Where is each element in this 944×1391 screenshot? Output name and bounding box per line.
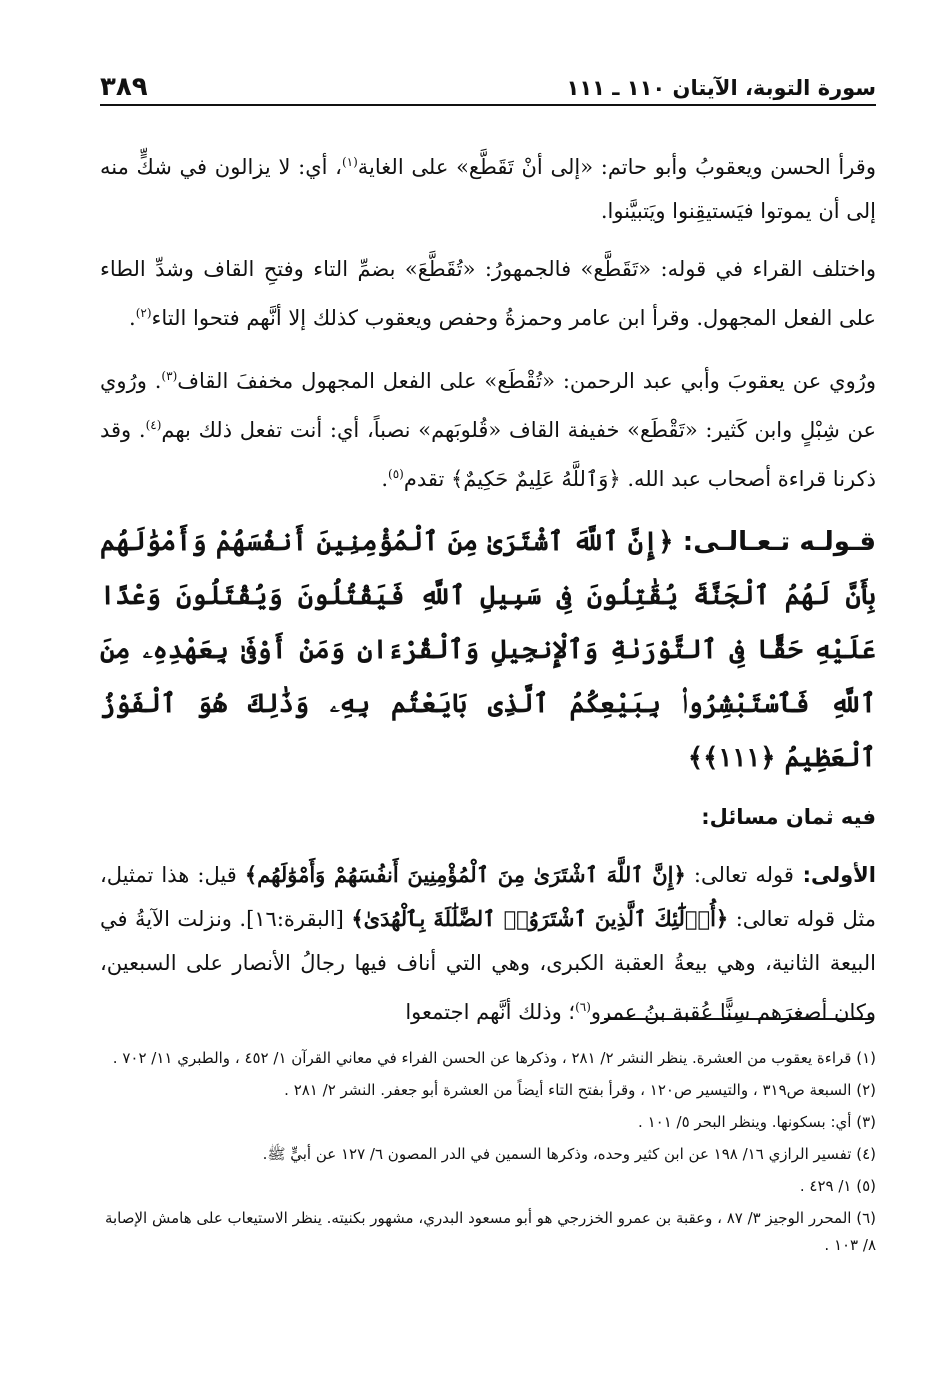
- footnote-ref-4: (٤): [145, 418, 162, 432]
- paragraph-3-text-a: ورُوي عن يعقوبَ وأبي عبد الرحمن: «تُقْطَع» على الفعل المجهول مخففَ القاف: [177, 369, 876, 393]
- page-number: ٣٨٩: [100, 72, 148, 102]
- paragraph-3-text-d: .: [381, 467, 388, 491]
- page-header: [100, 64, 876, 106]
- footnote-separator: [604, 1018, 874, 1020]
- footnotes: [100, 1045, 876, 1264]
- issue-first-text-d: ؛ وذلك أنَّهم اجتمعوا: [405, 1000, 576, 1024]
- footnote-ref-2: (٢): [135, 306, 152, 320]
- paragraph-2-text-a: واختلف القراء في قوله: «تَقَطَّع» فالجمهورُ: «تُقَطَّعَ» بضمِّ التاء وفتحِ القاف وشدِّ الطاء على الفعل المجهول. وقرأ ابن عامر وحمزةُ وحفص ويعقوب كذلك إلا أنَّهم فتحوا التاء: [100, 257, 876, 330]
- main-text: [100, 140, 876, 1048]
- paragraph-3-text-c: . وقد ذكرنا قراءة أصحاب عبد الله. ﴿وَٱللَّهُ عَلِيمٌ حَكِيمٌ﴾ تقدم: [100, 418, 876, 491]
- footnote-ref-1: (١): [341, 155, 358, 169]
- issue-first-text-a: قوله تعالى:: [685, 863, 794, 887]
- paragraph-3-text-b: . ورُوي عن شِبْلٍ وابن كَثير: «تَقْطَع» خفيفة القاف «قُلوبَهم» نصباً، أي: أنت تفعل ذلك بهم: [100, 369, 876, 442]
- paragraph-2: [100, 247, 876, 340]
- paragraph-3: [100, 354, 876, 501]
- verse-text: ﴿إِنَّ ٱللَّهَ ٱشْتَرَىٰ مِنَ ٱلْمُؤْمِنِينَ أَنفُسَهُمْ وَأَمْوَٰلَهُم بِأَنَّ لَهُمُ ٱلْجَنَّةَ يُقَٰتِلُونَ فِى سَبِيلِ ٱللَّهِ فَيَقْتُلُونَ وَيُقْتَلُونَ وَعْدًا عَلَيْهِ حَقًّا فِى ٱلتَّوْرَىٰةِ وَٱلْإِنجِيلِ وَٱلْقُرْءَانِ وَمَنْ أَوْفَىٰ بِعَهْدِهِۦ مِنَ ٱللَّهِ فَٱسْتَبْشِرُوا۟ بِبَيْعِكُمُ ٱلَّذِى بَايَعْتُم بِهِۦ وَذَٰلِكَ هُوَ ٱلْفَوْزُ ٱلْعَظِيمُ ﴿١١١﴾﴾: [100, 527, 876, 773]
- footnote-6: (٦) المحرر الوجيز ٣/ ٨٧ ، وعقبة بن عمرو الخزرجي هو أبو مسعود البدري، مشهور بكنيته. ينظر الاستيعاب على هامش الإصابة ٨/ ١٠٣ .: [104, 1209, 876, 1254]
- issue-first-label: الأولى:: [793, 863, 877, 887]
- footnote-ref-5: (٥): [388, 467, 404, 481]
- issue-first-text-c: [البقرة:١٦]. ونزلت الآيةُ في البيعة الثانية، وهي بيعةُ العقبة الكبرى، وهي التي أناف فيها رجالُ الأنصار على السبعين، وكان أصغرَهم سِنًّا عُقبة بنُ عمرو: [100, 907, 876, 1024]
- issue-first-text-b: قيل: هذا تمثيل، مثل قوله تعالى:: [100, 863, 876, 931]
- running-title: سورة التوبة، الآيتان ١١٠ ـ ١١١: [566, 76, 876, 100]
- footnote-ref-3: (٣): [161, 369, 178, 383]
- verse-intro: قـولـه تـعـالـى:: [673, 527, 877, 557]
- footnote-5: (٥) ١/ ٤٢٩ .: [799, 1177, 876, 1195]
- quran-verse-block: [100, 515, 876, 785]
- footnote-4: (٤) تفسير الرازي ١٦/ ١٩٨ عن ابن كثير وحده، وذكرها السمين في الدر المصون ٦/ ١٢٧ عن أبيٍّ ﷺ.: [262, 1145, 876, 1163]
- paragraph-2-text-b: .: [129, 306, 136, 330]
- footnote-ref-6: (٦): [575, 1000, 591, 1014]
- issue-first-paragraph: [100, 853, 876, 1034]
- quran-quote-1: ﴿إِنَّ ٱللَّهَ ٱشْتَرَىٰ مِنَ ٱلْمُؤْمِنِينَ أَنفُسَهُمْ وَأَمْوَٰلَهُم﴾: [244, 862, 686, 887]
- paragraph-1: [100, 140, 876, 233]
- issues-heading: فيه ثمان مسائل:: [701, 805, 876, 829]
- paragraph-1-text-b: ، أي: لا يزالون في شكٍّ منه إلى أن يموتوا فيَستيقِنوا ويَتبيَّنوا.: [100, 155, 876, 223]
- footnote-2: (٢) السبعة ص٣١٩ ، والتيسير ص١٢٠ ، وقرأ بفتح التاء أيضاً من العشرة أبو جعفر. النشر ٢/ ٢٨١ .: [284, 1081, 876, 1099]
- quran-quote-2: ﴿أُو۟لَٰٓئِكَ ٱلَّذِينَ ٱشْتَرَوُا۟ ٱلضَّلَٰلَةَ بِٱلْهُدَىٰ﴾: [351, 906, 729, 931]
- footnote-1: (١) قراءة يعقوب من العشرة. ينظر النشر ٢/ ٢٨١ ، وذكرها عن الحسن الفراء في معاني القرآن ١/ ٤٥٢ ، والطبري ١١/ ٧٠٢ .: [112, 1049, 876, 1067]
- footnote-3: (٣) أي: بسكونها. وينظر البحر ٥/ ١٠١ .: [638, 1113, 876, 1131]
- paragraph-1-text-a: وقرأ الحسن ويعقوبُ وأبو حاتم: «إلى أنْ تَقَطَّع» على الغاية: [357, 155, 876, 179]
